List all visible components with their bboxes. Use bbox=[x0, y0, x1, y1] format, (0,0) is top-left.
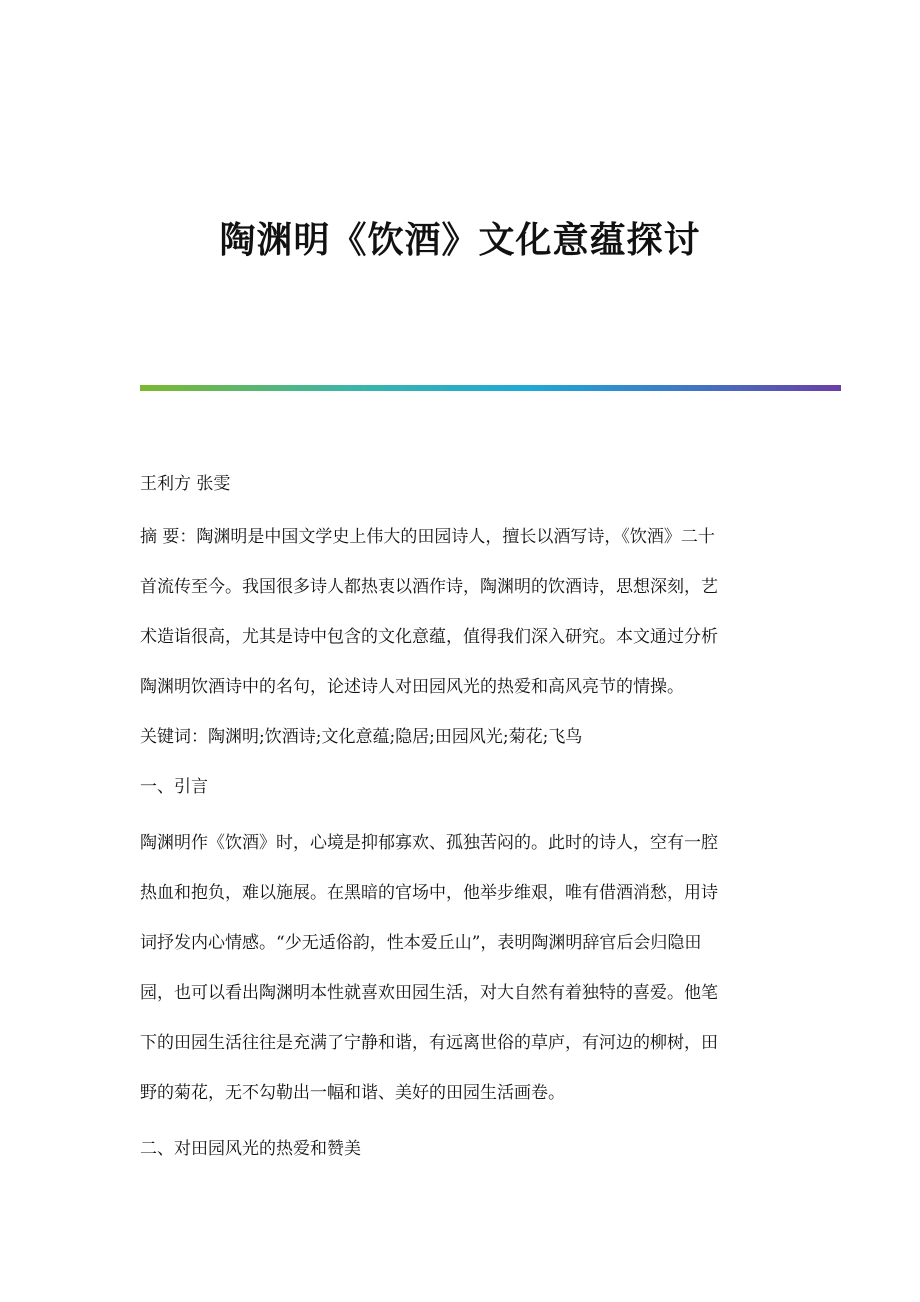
body-line: 词抒发内心情感。“少无适俗韵，性本爱丘山”，表明陶渊明辞官后会归隐田 bbox=[140, 933, 702, 953]
section-introduction-body bbox=[140, 818, 782, 1118]
abstract-line: 首流传至今。我国很多诗人都热衷以酒作诗，陶渊明的饮酒诗，思想深刻，艺 bbox=[140, 577, 718, 597]
body-line: 陶渊明作《饮酒》时，心境是抑郁寡欢、孤独苦闷的。此时的诗人，空有一腔 bbox=[140, 833, 718, 853]
section-heading-introduction: 一、引言 bbox=[140, 777, 208, 797]
abstract-line: 术造诣很高，尤其是诗中包含的文化意蕴，值得我们深入研究。本文通过分析 bbox=[140, 627, 718, 647]
paper-title: 陶渊明《饮酒》文化意蕴探讨 bbox=[219, 219, 701, 261]
body-line: 下的田园生活往往是充满了宁静和谐，有远离世俗的草庐，有河边的柳树，田 bbox=[140, 1033, 718, 1053]
section-heading-love-of-pastoral-scenery: 二、对田园风光的热爱和赞美 bbox=[140, 1139, 361, 1159]
authors: 王利方 张雯 bbox=[140, 474, 231, 494]
body-line: 园，也可以看出陶渊明本性就喜欢田园生活，对大自然有着独特的喜爱。他笔 bbox=[140, 983, 718, 1003]
body-line: 热血和抱负，难以施展。在黑暗的官场中，他举步维艰，唯有借酒消愁，用诗 bbox=[140, 883, 718, 903]
abstract-line: 陶渊明饮酒诗中的名句，论述诗人对田园风光的热爱和高风亮节的情操。 bbox=[140, 677, 684, 697]
abstract bbox=[140, 512, 782, 712]
paper-body bbox=[140, 462, 782, 1174]
keywords: 关键词：陶渊明;饮酒诗;文化意蕴;隐居;田园风光;菊花;飞鸟 bbox=[140, 727, 583, 747]
abstract-line: 摘 要：陶渊明是中国文学史上伟大的田园诗人，擅长以酒写诗，《饮酒》二十 bbox=[140, 527, 715, 547]
title-divider-gradient bbox=[140, 385, 841, 391]
body-line: 野的菊花，无不勾勒出一幅和谐、美好的田园生活画卷。 bbox=[140, 1083, 565, 1103]
